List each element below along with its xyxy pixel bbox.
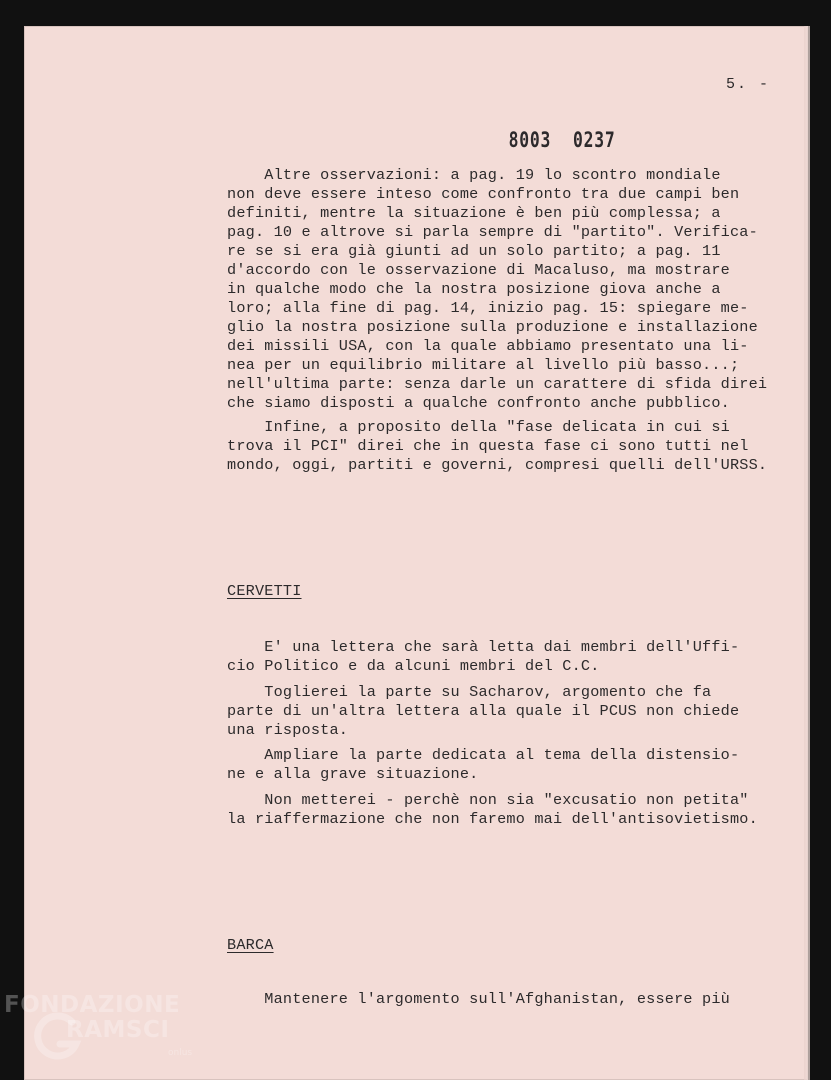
text-line: glio la nostra posizione sulla produzione e installazione (227, 318, 758, 336)
text-line: dei missili USA, con la quale abbiamo presentato una li- (227, 337, 749, 355)
text-line: Toglierei la parte su Sacharov, argomento che fa (227, 683, 712, 701)
text-line: Mantenere l'argomento sull'Afghanistan, essere più (227, 990, 730, 1008)
speaker-heading-cervetti: CERVETTI (227, 582, 302, 600)
barca-paragraph-1 (227, 990, 730, 1044)
text-line: una risposta. (227, 721, 349, 739)
text-line: che siamo disposti a qualche confronto anche pubblico. (227, 394, 730, 412)
text-line: nea per un equilibrio militare al livello più basso...; (227, 356, 740, 374)
text-line: Non metterei - perchè non sia "excusatio non petita" (227, 791, 749, 809)
text-line: parte di un'altra lettera alla quale il PCUS non chiede (227, 702, 740, 720)
text-line: trova il PCI" direi che in questa fase ci sono tutti nel (227, 437, 749, 455)
archive-code-part2: 0237 (572, 128, 616, 152)
watermark-line3: onlus (168, 1048, 193, 1058)
watermark-line2: RAMSCI (66, 1017, 170, 1043)
text-line: la riaffermazione che non faremo mai dell'antisovietismo. (227, 810, 758, 828)
text-line: non deve essere inteso come confronto tra due campi ben (227, 185, 740, 203)
paragraph-infine (227, 418, 768, 508)
text-line: cio Politico e da alcuni membri del C.C. (227, 657, 600, 675)
text-line: pag. 10 e altrove si parla sempre di "partito". Verifica- (227, 223, 758, 241)
archive-code-part1: 8003 (508, 128, 552, 152)
text-line: loro; alla fine di pag. 14, inizio pag. 15: spiegare me- (227, 299, 749, 317)
text-line: Ampliare la parte dedicata al tema della distensio- (227, 746, 740, 764)
text-line: Infine, a proposito della "fase delicata in cui si (227, 418, 730, 436)
fondazione-gramsci-watermark (0, 992, 220, 1080)
text-line: in qualche modo che la nostra posizione giova anche a (227, 280, 721, 298)
text-line: re se si era già giunti ad un solo partito; a pag. 11 (227, 242, 721, 260)
page-number: 5. - (726, 76, 771, 93)
text-line: mondo, oggi, partiti e governi, compresi quelli dell'URSS. (227, 456, 768, 474)
text-line: Altre osservazioni: a pag. 19 lo scontro mondiale (227, 166, 721, 184)
speaker-heading-barca: BARCA (227, 936, 274, 954)
document-page (24, 26, 808, 1080)
cervetti-paragraph-4 (227, 791, 758, 863)
text-line: E' una lettera che sarà letta dai membri dell'Uffi- (227, 638, 740, 656)
watermark-line1: FONDAZIONE (4, 992, 181, 1018)
text-line: nell'ultima parte: senza darle un carattere di sfida direi (227, 375, 768, 393)
text-line: d'accordo con le osservazione di Macaluso, ma mostrare (227, 261, 730, 279)
text-line: ne e alla grave situazione. (227, 765, 479, 783)
text-line: definiti, mentre la situazione è ben più complessa; a (227, 204, 721, 222)
